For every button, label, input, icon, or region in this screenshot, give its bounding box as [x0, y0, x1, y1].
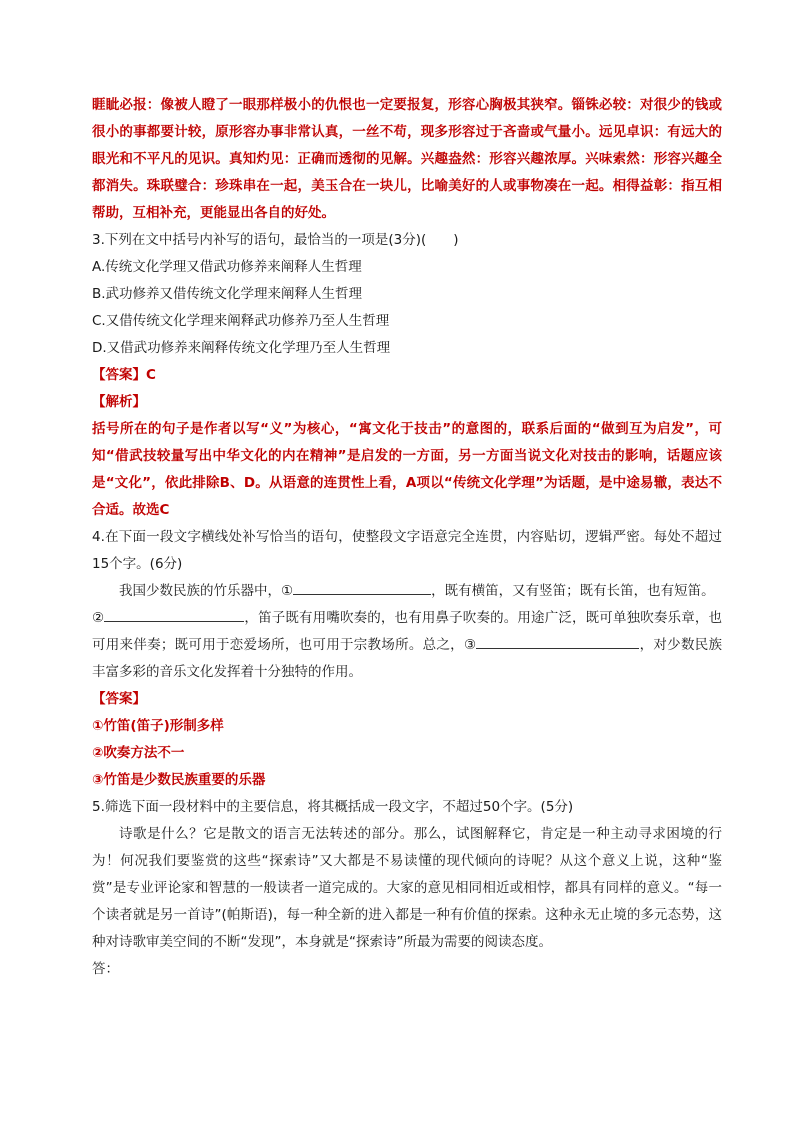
blank-1[interactable] [293, 579, 431, 595]
q4-answer-1: ①竹笛(笛子)形制多样 [92, 718, 224, 734]
q3-question: 3.下列在文中括号内补写的语句，最恰当的一项是(3分)( ) [92, 232, 459, 248]
blank-3[interactable] [476, 633, 639, 649]
q5-question: 5.筛选下面一段材料中的主要信息，将其概括成一段文字，不超过50个字。(5分) [92, 799, 574, 815]
q3-option-c: C.又借传统文化学理来阐释武功修养乃至人生哲理 [92, 313, 390, 329]
q4-answer-3: ③竹笛是少数民族重要的乐器 [92, 772, 266, 788]
q4-passage-part-3: ② [92, 610, 105, 626]
q3-analysis-label: 【解析】 [92, 394, 146, 410]
q4-passage-part-4: ，笛子既有用嘴吹奏的，也有用鼻子吹奏的。用途广泛，既可单独吹奏乐章，也可用来伴奏；既可用于恋爱场所，也可用于宗教场所。总之，③ [92, 610, 723, 653]
q4-passage-part-5: ，对少数民族丰富多彩的音乐文化发挥着十分独特的作用。 [92, 637, 723, 680]
q4-answer-label: 【答案】 [92, 691, 146, 707]
q4-passage [92, 578, 722, 686]
q4-answer-2: ②吹奏方法不一 [92, 745, 185, 761]
q4-passage-part-1: 我国少数民族的竹乐器中，① [119, 583, 294, 599]
q5-passage: 诗歌是什么？它是散文的语言无法转述的部分。那么，试图解释它，肯定是一种主动寻求困境的行为！何况我们要鉴赏的这些“探索诗”又大都是不易读懂的现代倾向的诗呢？从这个意义上说，这种“鉴赏”是专业评论家和智慧的一般读者一道完成的。大家的意见相同相近或相悖，都具有同样的意义。“每一个读者就是另一首诗”(帕斯语)，每一种全新的进入都是一种有价值的探索。这种永无止境的多元态势，这种对诗歌审美空间的不断“发现”，本身就是“探索诗”所最为需要的阅读态度。 [92, 826, 722, 950]
q5-answer-prompt: 答： [92, 961, 119, 977]
q4-passage-part-2: ，既有横笛，又有竖笛；既有长笛，也有短笛。 [431, 583, 715, 599]
q3-option-d: D.又借武功修养来阐释传统文化学理乃至人生哲理 [92, 340, 391, 356]
q3-answer: 【答案】C [92, 367, 156, 383]
vocab-explanation: 睚眦必报：像被人瞪了一眼那样极小的仇恨也一定要报复，形容心胸极其狭窄。锱铢必较：对很少的钱或很小的事都要计较，原形容办事非常认真，一丝不苟，现多形容过于吝啬或气量小。远见卓识：有远大的眼光和不平凡的见识。真知灼见：正确而透彻的见解。兴趣盎然：形容兴趣浓厚。兴味索然：形容兴趣全都消失。珠联璧合：珍珠串在一起，美玉合在一块儿，比喻美好的人或事物凑在一起。相得益彰：指互相帮助，互相补充，更能显出各自的好处。 [92, 97, 722, 221]
q3-option-a: A.传统文化学理又借武功修养来阐释人生哲理 [92, 259, 362, 275]
q3-option-b: B.武功修养又借传统文化学理来阐释人生哲理 [92, 286, 363, 302]
q4-question: 4.在下面一段文字横线处补写恰当的语句，使整段文字语意完全连贯，内容贴切，逻辑严密。每处不超过15个字。(6分) [92, 529, 722, 572]
blank-2[interactable] [104, 606, 244, 622]
q3-analysis: 括号所在的句子是作者以写“义”为核心，“寓文化于技击”的意图的，联系后面的“做到互为启发”，可知“借武技较量写出中华文化的内在精神”是启发的一方面，另一方面当说文化对技击的影响，话题应该是“文化”，依此排除B、D。从语意的连贯性上看，A项以“传统文化学理”为话题，是中途易辙，表达不合适。故选C [92, 421, 722, 518]
